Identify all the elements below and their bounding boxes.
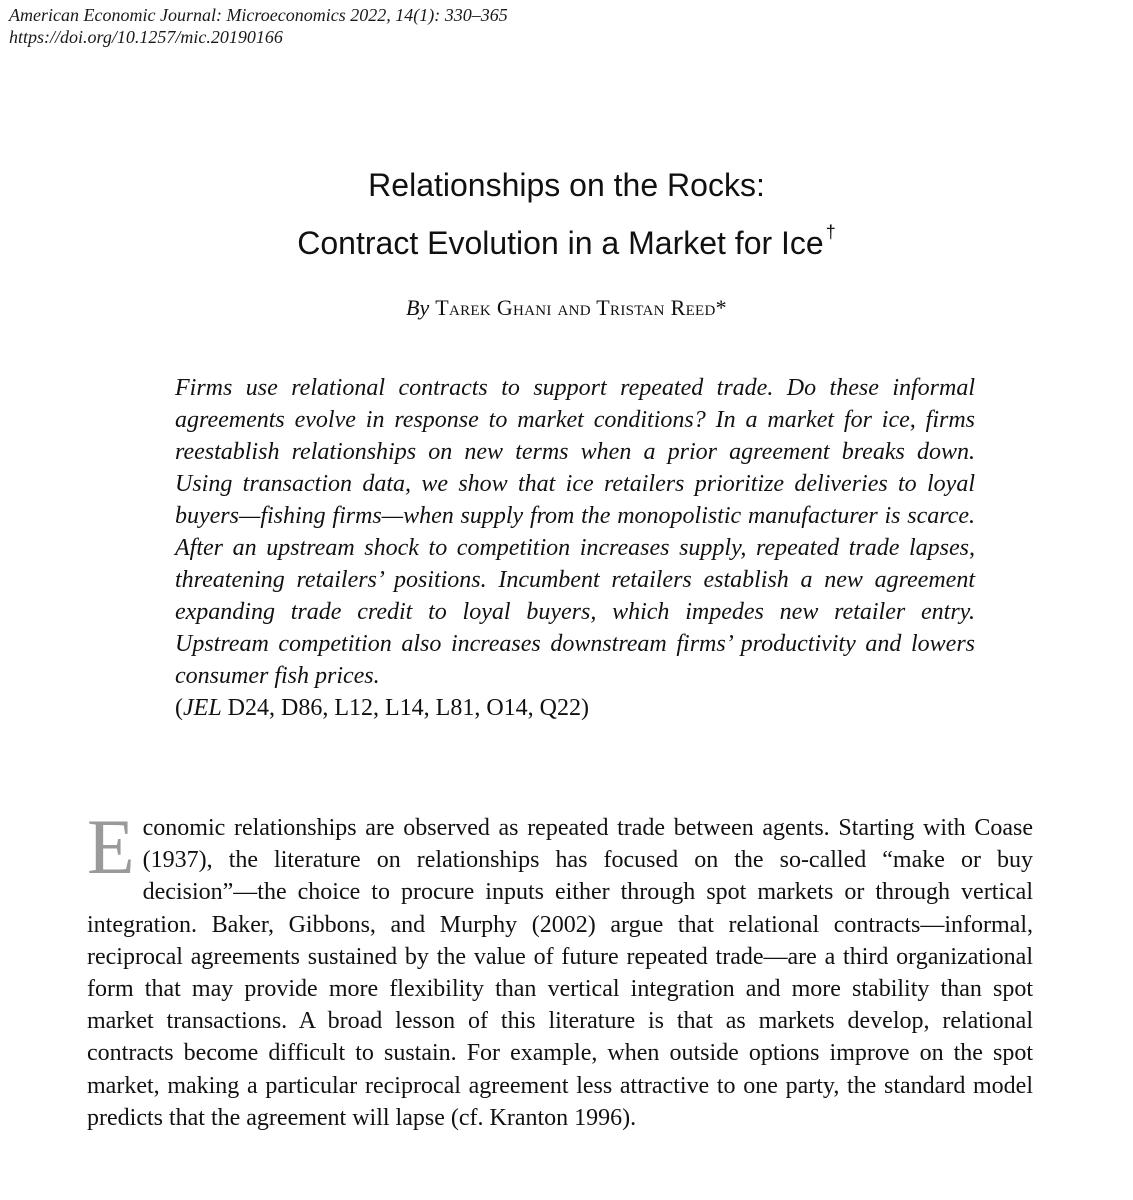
running-head — [9, 4, 508, 48]
abstract — [175, 372, 975, 724]
jel-open-paren: ( — [175, 695, 183, 721]
title-line-2 — [0, 209, 1133, 267]
drop-cap: E — [87, 803, 135, 890]
title-line-2-text: Contract Evolution in a Market for Ice — [297, 225, 824, 261]
jel-classification — [175, 692, 975, 724]
abstract-text: Firms use relational contracts to support repeated trade. Do these informal agreements evolve in response to market conditions? In a market for ice, firms reestablish relationships on new terms when a prior agreement breaks down. Using transaction data, we show that ice retailers prioritize deliveries to loyal buyers—fishing firms—when supply from the monopolistic manufacturer is scarce. After an upstream shock to competition increases supply, repeated trade lapses, threatening retailers’ positions. Incumbent retailers establish a new agreement expanding trade credit to loyal buyers, which impedes new retailer entry. Upstream competition also increases downstream firms’ productivity and lowers consumer fish prices. — [175, 375, 975, 689]
intro-text: conomic relationships are observed as repeated trade between agents. Starting with Coase (1937), the literature on relationships has focused on the so-called “make or buy decision”—the choice to procure inputs either through spot markets or through vertical integration. Baker, Gibbons, and Murphy (2002) argue that relational contracts—informal, reciprocal agreements sustained by the value of future repeated trade—are a third organizational form that may provide more flexibility than vertical integration and more stability than spot market transactions. A broad lesson of this literature is that as markets develop, relational contracts become difficult to sustain. For example, when outside options improve on the spot market, making a particular reciprocal agreement less attractive to one party, the standard model predicts that the agreement will lapse (cf. Kranton 1996). — [87, 815, 1033, 1131]
doi-link[interactable]: https://doi.org/10.1257/mic.20190166 — [9, 27, 283, 47]
intro-paragraph — [87, 803, 1033, 1134]
jel-codes: D24, D86, L12, L14, L81, O14, Q22) — [221, 695, 589, 721]
byline-prefix: By — [406, 295, 430, 320]
title-line-1: Relationships on the Rocks: — [368, 167, 765, 203]
journal-citation: American Economic Journal: Microeconomics 2022, 14(1): 330–365 — [9, 5, 508, 25]
author-names: Tarek Ghani and Tristan Reed* — [435, 295, 727, 320]
title-footnote-dagger[interactable]: † — [825, 222, 836, 242]
author-byline — [0, 294, 1133, 322]
jel-label: JEL — [183, 695, 222, 721]
paper-title — [0, 162, 1133, 267]
